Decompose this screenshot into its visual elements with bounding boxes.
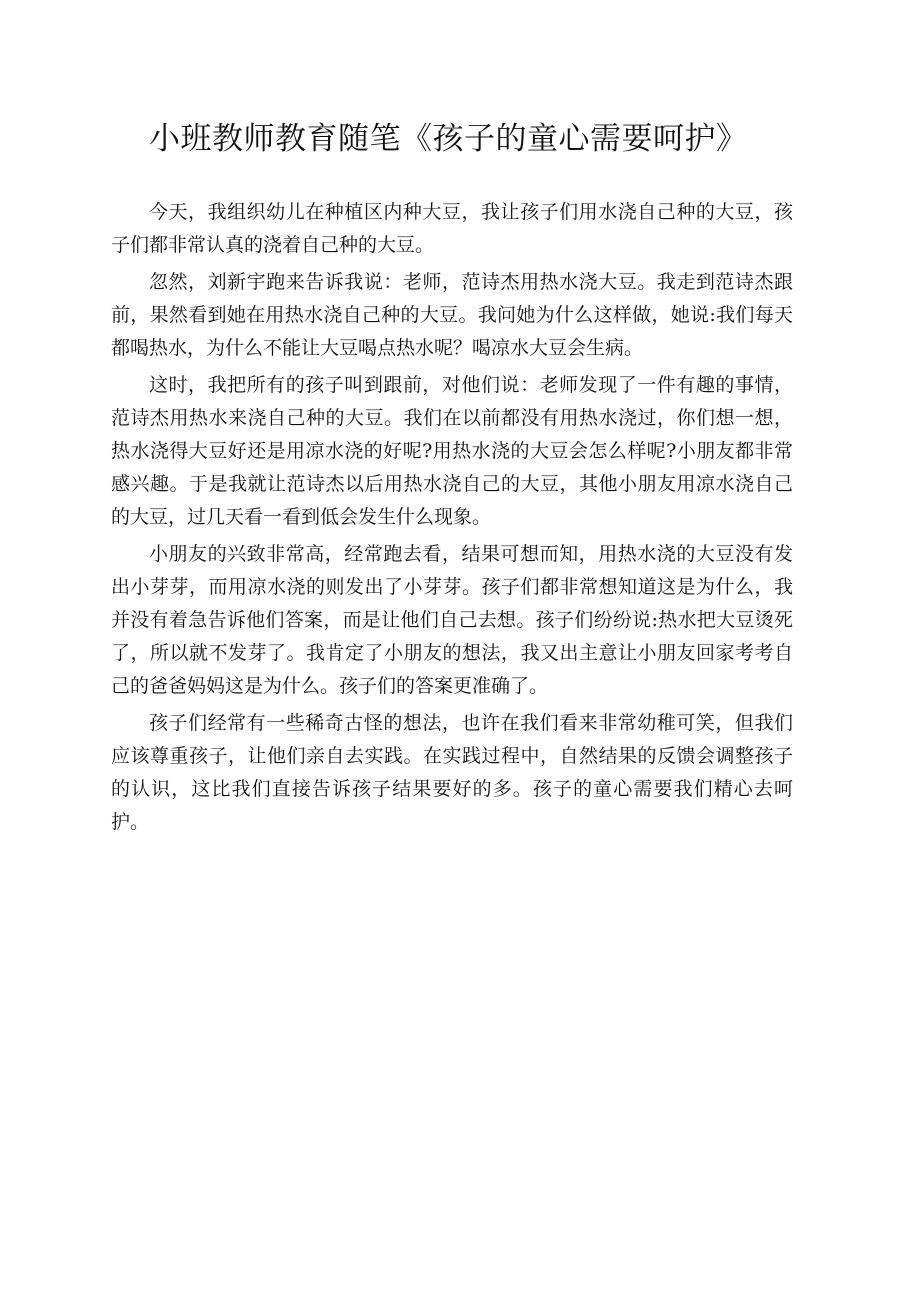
paragraph-5: 孩子们经常有一些稀奇古怪的想法，也许在我们看来非常幼稚可笑，但我们应该尊重孩子，让他们亲自去实践。在实践过程中，自然结果的反馈会调整孩子的认识，这比我们直接告诉孩子结果要好的多。孩子的童心需要我们精心去呵护。 (111, 712, 793, 833)
paragraph-2: 忽然，刘新宇跑来告诉我说：老师，范诗杰用热水浇大豆。我走到范诗杰跟前，果然看到她在用热水浇自己种的大豆。我问她为什么这样做，她说:我们每天都喝热水，为什么不能让大豆喝点热水呢？喝凉水大豆会生病。 (111, 271, 793, 359)
document-body (111, 196, 793, 843)
paragraph-1: 今天，我组织幼儿在种植区内种大豆，我让孩子们用水浇自己种的大豆，孩子们都非常认真的浇着自己种的大豆。 (111, 201, 793, 256)
paragraph-4: 小朋友的兴致非常高，经常跑去看，结果可想而知，用热水浇的大豆没有发出小芽芽，而用凉水浇的则发出了小芽芽。孩子们都非常想知道这是为什么，我并没有着急告诉他们答案，而是让他们自己去想。孩子们纷纷说:热水把大豆烫死了，所以就不发芽了。我肯定了小朋友的想法，我又出主意让小朋友回家考考自己的爸爸妈妈这是为什么。孩子们的答案更准确了。 (111, 543, 793, 697)
paragraph-3: 这时，我把所有的孩子叫到跟前，对他们说：老师发现了一件有趣的事情，范诗杰用热水来浇自己种的大豆。我们在以前都没有用热水浇过，你们想一想，热水浇得大豆好还是用凉水浇的好呢?用热水浇的大豆会怎么样呢?小朋友都非常感兴趣。于是我就让范诗杰以后用热水浇自己的大豆，其他小朋友用凉水浇自己的大豆，过几天看一看到低会发生什么现象。 (111, 374, 793, 528)
document-title: 小班教师教育随笔《孩子的童心需要呵护》 (149, 121, 748, 157)
